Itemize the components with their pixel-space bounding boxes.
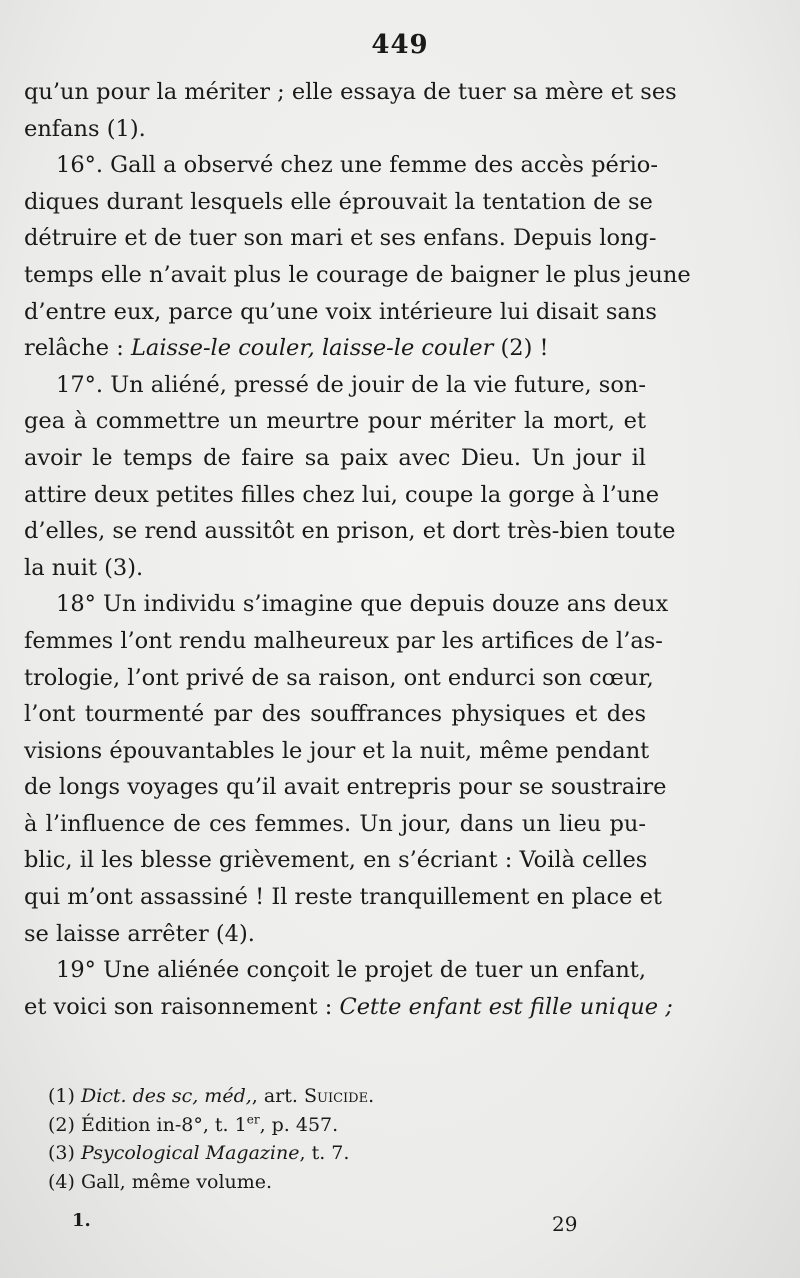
text-line: visions épouvantables le jour et la nuit, même pendant — [24, 737, 650, 764]
footnote-text: Édition in-8°, t. 1 — [80, 1113, 247, 1136]
footnote-number: (1) — [48, 1085, 75, 1107]
text-line: temps elle n’avait plus le courage de baigner le plus jeune — [24, 261, 691, 288]
footnote-number: (4) — [48, 1170, 75, 1193]
footnote-4 — [48, 1168, 648, 1197]
footnote-number: (3) — [48, 1142, 75, 1164]
text-line — [24, 330, 646, 367]
footnote-2 — [48, 1111, 648, 1140]
footnote-3 — [48, 1139, 648, 1168]
text-line: avoir le temps de faire sa paix avec Dieu. Un jour il — [24, 444, 646, 471]
footnote-text: , p. 457. — [259, 1113, 339, 1136]
text-line: d’elles, se rend aussitôt en prison, et dort très-bien toute — [24, 518, 676, 545]
text-line: se laisse arrêter (4). — [24, 920, 255, 947]
text-line: trologie, l’ont privé de sa raison, ont endurci son cœur, — [24, 664, 654, 691]
text-line: l’ont tourmenté par des souffrances physiques et des — [24, 701, 646, 728]
page-number: 449 — [371, 30, 429, 60]
body-text — [24, 74, 691, 1025]
footnote-superscript: er — [246, 1112, 260, 1127]
text-line: enfans (1). — [24, 115, 146, 142]
text-line: de longs voyages qu’il avait entrepris pour se soustraire — [24, 774, 667, 801]
footnotes — [48, 1082, 648, 1196]
text-line: à l’influence de ces femmes. Un jour, dans un lieu pu- — [24, 810, 646, 837]
footnote-1 — [48, 1082, 648, 1111]
text-line: 17°. Un aliéné, pressé de jouir de la vie future, son- — [56, 371, 646, 398]
footnote-text: Gall, même volume. — [80, 1170, 273, 1193]
footnote-smallcaps: Suicide — [303, 1085, 369, 1107]
text-line: la nuit (3). — [24, 554, 144, 581]
text-fragment: (2) ! — [493, 335, 549, 362]
italic-quote: Cette enfant est fille unique ; — [339, 993, 673, 1020]
italic-quote: Laisse-le couler, laisse-le couler — [130, 335, 494, 362]
text-line: 19° Une aliénée conçoit le projet de tuer un enfant, — [56, 957, 646, 984]
text-line — [24, 989, 673, 1026]
text-fragment: et voici son raisonnement : — [24, 993, 340, 1020]
text-line: 18° Un individu s’imagine que depuis douze ans deux — [56, 591, 669, 618]
text-line: détruire et de tuer son mari et ses enfans. Depuis long- — [24, 225, 657, 252]
text-line: diques durant lesquels elle éprouvait la tentation de se — [24, 188, 653, 215]
footnote-text: , t. 7. — [299, 1142, 350, 1164]
footnote-italic: Psycological Magazine — [80, 1142, 300, 1164]
footnote-italic: Dict. des sc, méd, — [80, 1085, 252, 1107]
text-line: 16°. Gall a observé chez une femme des accès pério- — [56, 152, 658, 179]
text-line: femmes l’ont rendu malheureux par les artifices de l’as- — [24, 627, 663, 654]
text-line: qui m’ont assassiné ! Il reste tranquillement en place et — [24, 884, 662, 911]
signature-mark: 1. — [72, 1210, 91, 1231]
footnote-text: . — [368, 1085, 375, 1107]
text-line: blic, il les blesse grièvement, en s’écriant : Voilà celles — [24, 847, 648, 874]
footnote-text: , art. — [251, 1085, 304, 1107]
sheet-number: 29 — [552, 1212, 578, 1236]
footnote-number: (2) — [48, 1113, 75, 1136]
text-line: d’entre eux, parce qu’une voix intérieure lui disait sans — [24, 298, 657, 325]
text-line: qu’un pour la mériter ; elle essaya de tuer sa mère et ses — [24, 79, 677, 105]
text-fragment: relâche : — [24, 335, 131, 362]
text-line: gea à commettre un meurtre pour mériter la mort, et — [24, 408, 646, 435]
text-line: attire deux petites filles chez lui, coupe la gorge à l’une — [24, 481, 660, 508]
